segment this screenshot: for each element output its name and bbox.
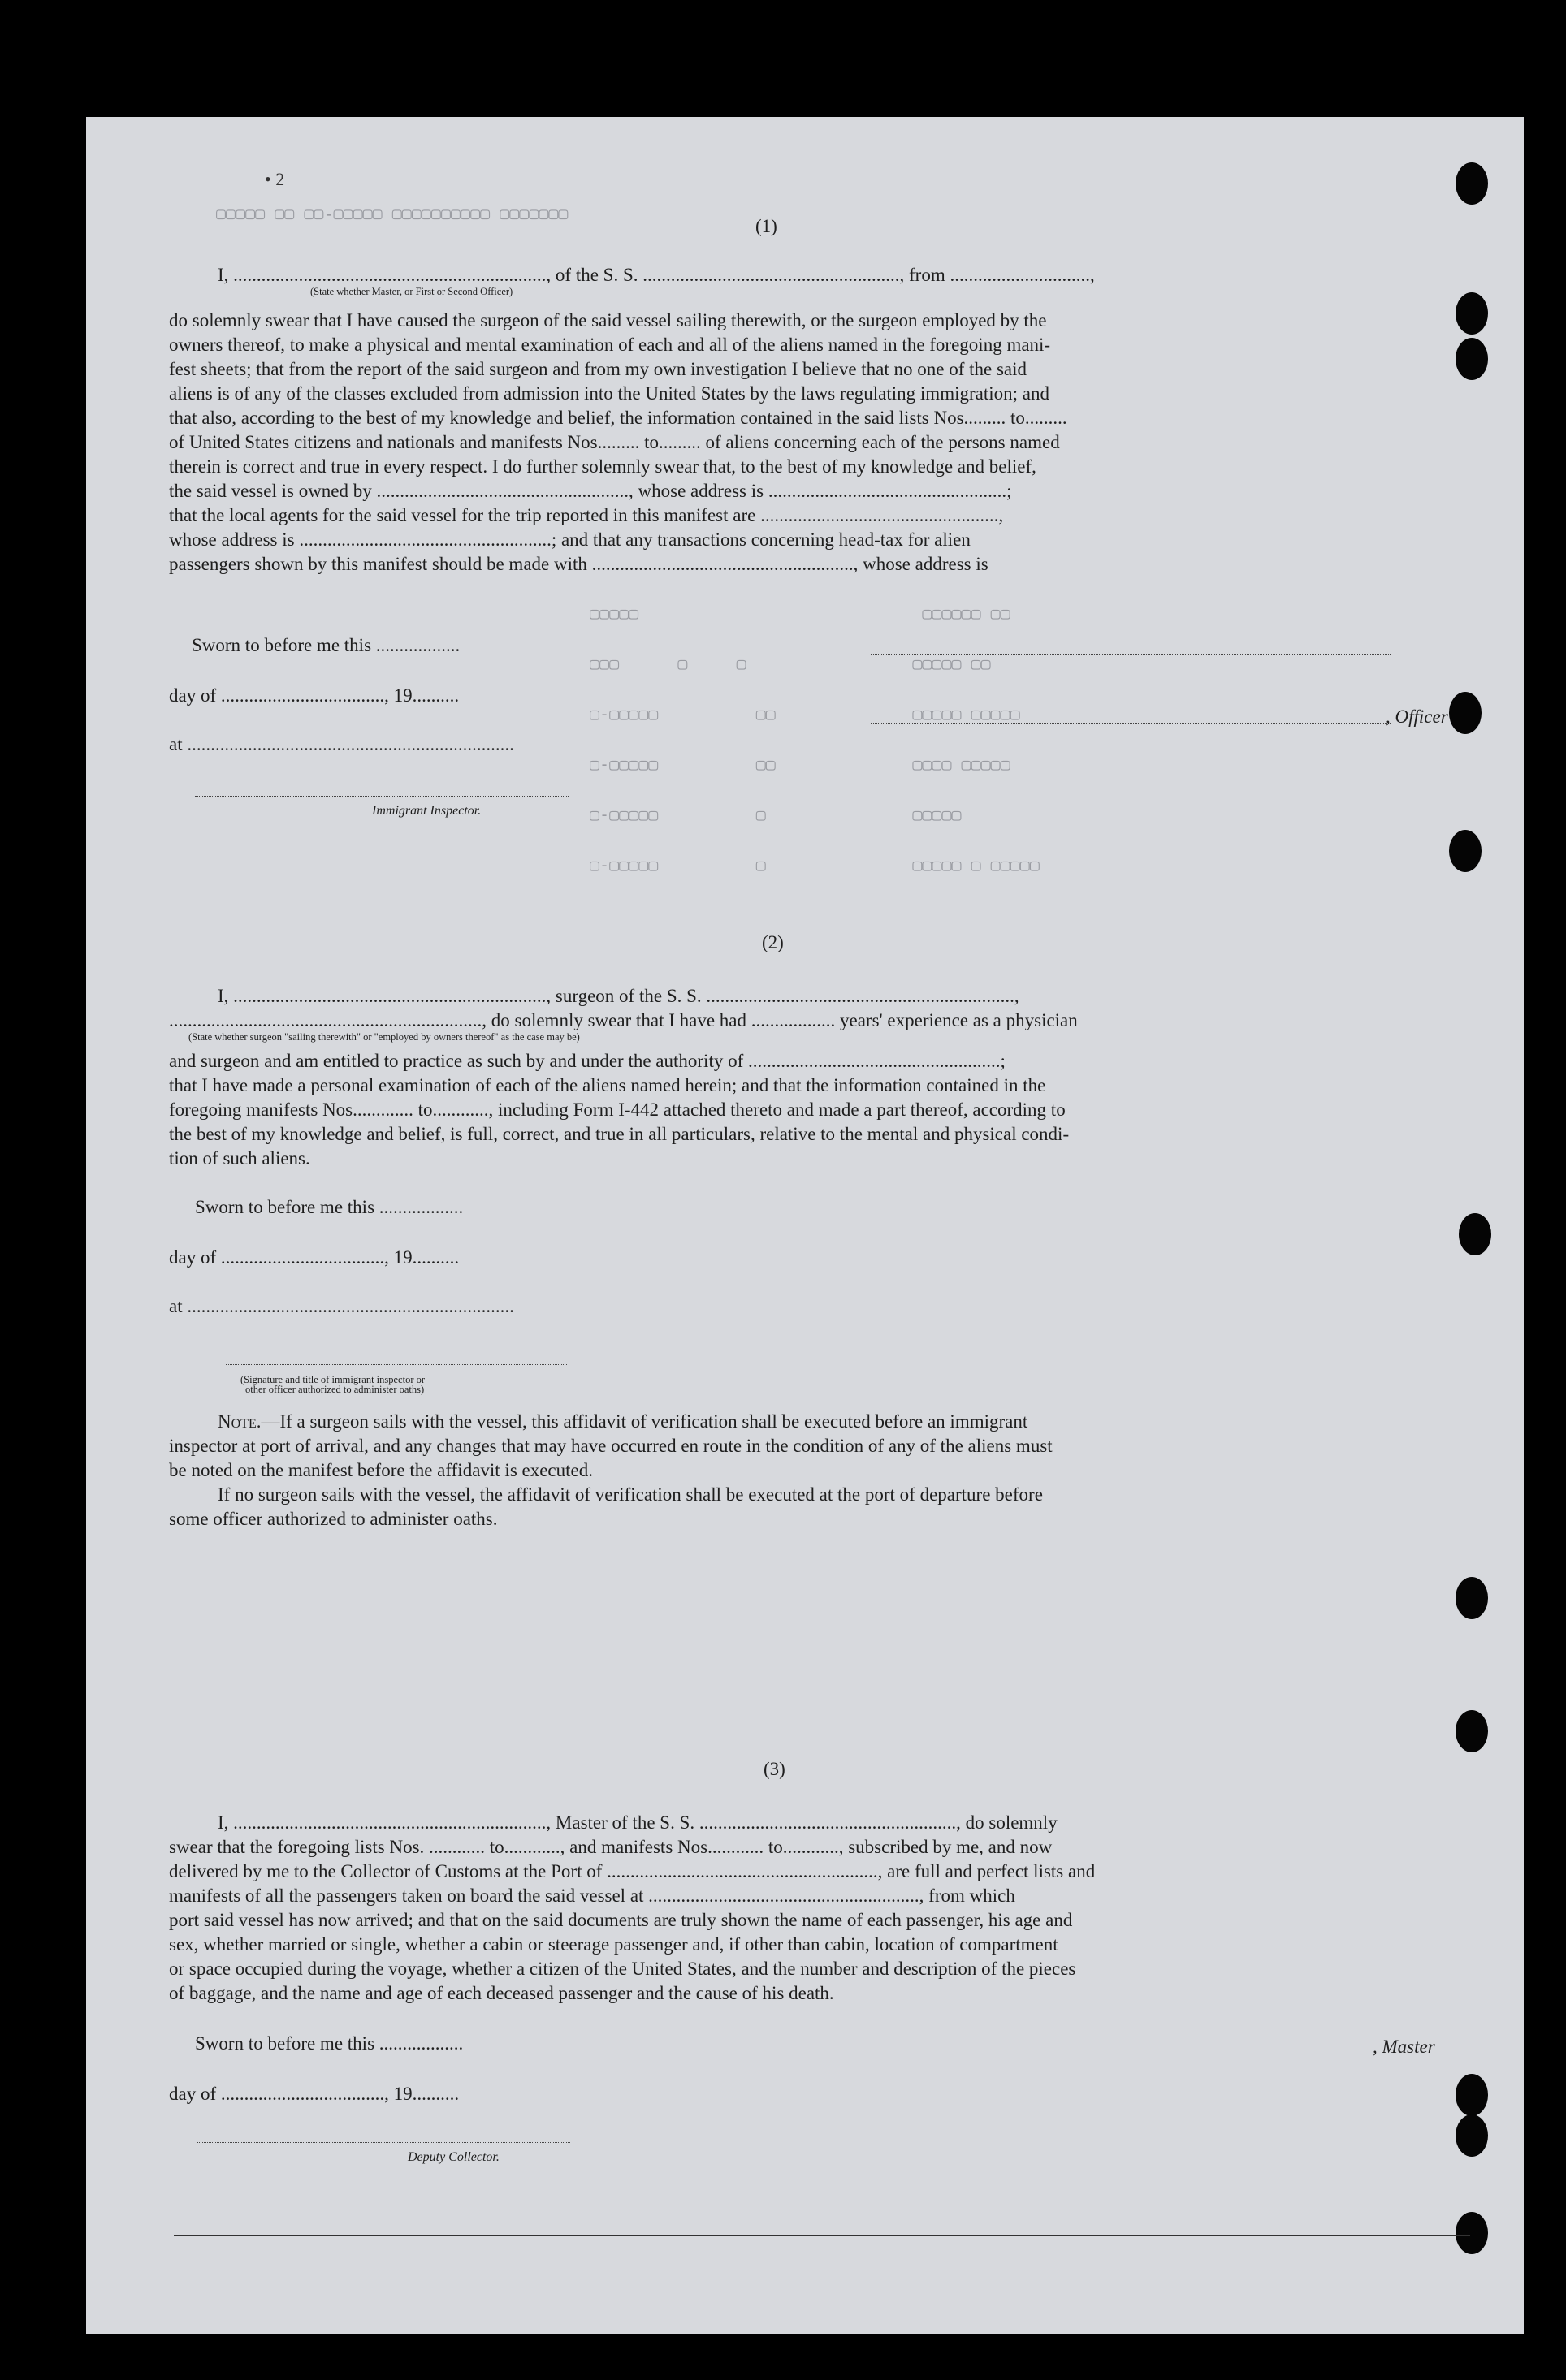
page-stamp: • 2 [265, 169, 285, 189]
section-2-line: foregoing manifests Nos............. to............, including Form I-442 attached thereto and made a part thereof, according to [169, 1099, 1066, 1120]
punch-hole [1456, 2212, 1488, 2254]
section-2-line: the best of my knowledge and belief, is full, correct, and true in all particulars, relative to the mental and physical condi- [169, 1124, 1070, 1144]
section-2-line: and surgeon and am entitled to practice as such by and under the authority of ......................................................; [169, 1051, 1006, 1071]
section-1-line: whose address is ......................................................; and that any transactions concerning head-tax for alien [169, 529, 971, 550]
section-1-line: owners thereof, to make a physical and mental examination of each and all of the aliens named in the foregoing mani- [169, 335, 1051, 355]
punch-hole [1456, 2074, 1488, 2116]
day-line-2: day of ..................................., 19.......... [169, 1247, 460, 1268]
section-3-number: (3) [764, 1759, 785, 1779]
sworn-line-3: Sworn to before me this .................. [195, 2033, 464, 2054]
day-line-3: day of ..................................., 19.......... [169, 2084, 460, 2104]
surgeon-note: (State whether surgeon "sailing therewith" or "employed by owners thereof" as the case may be) [188, 1031, 580, 1043]
note-line-4: If no surgeon sails with the vessel, the affidavit of verification shall be executed at the port of departure before [218, 1484, 1043, 1505]
section-2-line: that I have made a personal examination of each of the aliens named herein; and that the information contained in the [169, 1075, 1046, 1095]
section-1-line: fest sheets; that from the report of the said surgeon and from my own investigation I believe that no one of the said [169, 359, 1027, 379]
section-3-line: swear that the foregoing lists Nos. ............ to............, and manifests Nos............ to............, subscribed by me, and now [169, 1837, 1053, 1857]
master-note: (State whether Master, or First or Second Officer) [310, 286, 513, 297]
section-3-line: sex, whether married or single, whether a cabin or steerage passenger and, if other than cabin, location of compartment [169, 1934, 1058, 1955]
officer-signature-line [871, 723, 1391, 724]
note-label: Note. [218, 1411, 262, 1432]
bleed-through-header: ▢▢▢▢▢ ▢▢ ▢▢-▢▢▢▢▢ ▢▢▢▢▢▢▢▢▢▢ ▢▢▢▢▢▢▢ [216, 206, 569, 226]
signature-note-1: (Signature and title of immigrant inspector or [240, 1374, 426, 1385]
sworn-line-2: Sworn to before me this .................. [195, 1197, 464, 1217]
punch-hole [1456, 2114, 1488, 2157]
section-1-oath-line: I, ..................................................................., of the S. S. ......................................................., from .............................., [218, 265, 1095, 285]
punch-hole [1456, 1577, 1488, 1619]
master-label: , Master [1373, 2037, 1435, 2057]
section-1-line: of United States citizens and nationals and manifests Nos......... to......... of aliens concerning each of the persons named [169, 432, 1060, 452]
section-3-line: manifests of all the passengers taken on board the said vessel at .........................................................., from which [169, 1885, 1015, 1906]
officer-signature-line-2 [226, 1364, 567, 1365]
punch-hole [1459, 1213, 1491, 1255]
section-3-line: delivered by me to the Collector of Customs at the Port of .........................................................., are full and perfect lists and [169, 1861, 1096, 1881]
section-1-line: therein is correct and true in every respect. I do further solemnly swear that, to the best of my knowledge and belief, [169, 456, 1036, 477]
bleed-through-table: ▢▢▢▢▢ ▢▢▢▢▢▢ ▢▢ ▢▢▢ ▢ ▢ ▢▢▢▢▢ ▢▢ ▢-▢▢▢▢▢ ▢▢ ▢▢▢▢▢ ▢▢▢▢▢ ▢-▢▢▢▢▢ ▢▢ ▢▢▢▢ ▢▢▢▢▢ ▢-▢▢▢▢▢ ▢ ▢▢▢▢▢ ▢-▢▢▢▢▢ ▢ ▢▢▢▢▢ ▢ ▢▢▢▢▢ [590, 603, 1040, 875]
section-1-line: aliens is of any of the classes excluded from admission into the United States by the laws regulating immigration; and [169, 383, 1049, 404]
sworn-line-1: Sworn to before me this .................. [192, 635, 461, 655]
note-line-2: inspector at port of arrival, and any changes that may have occurred en route in the condition of any of the aliens must [169, 1436, 1053, 1456]
section-1-number: (1) [755, 216, 777, 236]
at-line-2: at ...................................................................... [169, 1296, 514, 1316]
note-line-1 [218, 1410, 1566, 1434]
punch-hole [1456, 162, 1488, 205]
punch-hole [1449, 830, 1482, 872]
section-3-line: I, ..................................................................., Master of the S. S. ......................................................., do solemnly [218, 1812, 1058, 1833]
manifest-affidavit-sheet [86, 117, 1524, 2334]
section-2-line: tion of such aliens. [169, 1148, 310, 1168]
section-2-line-1: I, ..................................................................., surgeon of the S. S. .................................................................., [218, 986, 1019, 1006]
day-line-1: day of ..................................., 19.......... [169, 685, 460, 706]
punch-hole [1456, 1710, 1488, 1752]
section-3-line: or space occupied during the voyage, whether a citizen of the United States, and the number and description of the pieces [169, 1959, 1076, 1979]
section-1-line: that the local agents for the said vessel for the trip reported in this manifest are ..................................................., [169, 505, 1004, 525]
deputy-label: Deputy Collector. [408, 2150, 500, 2164]
section-1-line: passengers shown by this manifest should be made with ........................................................, whose address is [169, 554, 988, 574]
section-3-line: port said vessel has now arrived; and that on the said documents are truly shown the name of each passenger, his age and [169, 1910, 1073, 1930]
note-line-5: some officer authorized to administer oaths. [169, 1509, 498, 1529]
section-3-line: of baggage, and the name and age of each deceased passenger and the cause of his death. [169, 1983, 834, 2003]
bottom-rule [174, 2235, 1470, 2236]
officer-label: , Officer [1386, 706, 1448, 727]
signature-line-1 [871, 654, 1391, 655]
section-1-line: that also, according to the best of my knowledge and belief, the information contained in the said lists Nos......... to......... [169, 408, 1067, 428]
deputy-signature-line [197, 2142, 570, 2143]
section-1-line: do solemnly swear that I have caused the surgeon of the said vessel sailing therewith, or the surgeon employed by the [169, 310, 1047, 330]
section-2-number: (2) [762, 932, 784, 952]
note-line-3: be noted on the manifest before the affidavit is executed. [169, 1460, 593, 1480]
at-line-1: at ...................................................................... [169, 734, 514, 754]
note-text: —If a surgeon sails with the vessel, this affidavit of verification shall be executed before an immigrant [261, 1411, 1028, 1432]
section-2-line-2: ..................................................................., do solemnly swear that I have had .................. years' experience as a physician [169, 1010, 1078, 1030]
inspector-label: Immigrant Inspector. [372, 804, 482, 818]
section-1-line: the said vessel is owned by ......................................................, whose address is ...................................................; [169, 481, 1012, 501]
inspector-signature-line [195, 796, 569, 797]
signature-note-2: other officer authorized to administer oaths) [245, 1384, 425, 1395]
